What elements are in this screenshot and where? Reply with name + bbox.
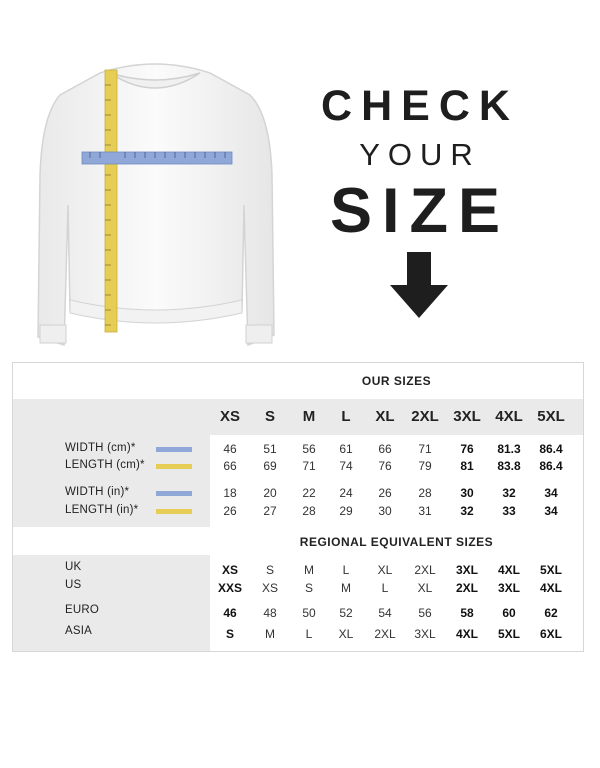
region-value: 4XL (539, 581, 562, 595)
region-value: S (265, 563, 274, 577)
size-header-xs: XS (219, 408, 240, 425)
measure-value: 20 (263, 486, 277, 500)
measure-value: 32 (460, 504, 474, 518)
measure-value: 29 (339, 504, 353, 518)
measure-value: 71 (302, 459, 316, 473)
measure-value: 76 (460, 442, 474, 456)
region-value: 54 (378, 606, 392, 620)
measure-value: 86.4 (539, 442, 563, 456)
sweater-image (30, 55, 280, 360)
region-value: 60 (502, 606, 516, 620)
measure-value: 33 (502, 504, 516, 518)
region-value: XS (221, 563, 238, 577)
measure-value: 76 (378, 459, 392, 473)
size-header-2xl: 2XL (411, 408, 439, 425)
region-value: 3XL (414, 627, 436, 641)
region-value: M (265, 627, 275, 641)
region-value: 52 (339, 606, 353, 620)
measure-value: 30 (378, 504, 392, 518)
region-label: UK (65, 561, 82, 573)
measure-value: 66 (378, 442, 392, 456)
measure-value: 26 (223, 504, 237, 518)
measure-value: 66 (223, 459, 237, 473)
measure-value: 22 (302, 486, 316, 500)
measure-value: 26 (378, 486, 392, 500)
measure-value: 79 (418, 459, 432, 473)
regional-sizes-title: REGIONAL EQUIVALENT SIZES (299, 535, 494, 549)
measure-swatch (156, 447, 192, 452)
size-header-4xl: 4XL (495, 408, 523, 425)
measure-value: 28 (418, 486, 432, 500)
measure-value: 31 (418, 504, 432, 518)
measure-value: 74 (339, 459, 353, 473)
headline-your: YOUR (359, 137, 481, 172)
measure-value: 28 (302, 504, 316, 518)
measure-value: 69 (263, 459, 277, 473)
hero-section (0, 0, 600, 362)
region-value: 56 (418, 606, 432, 620)
region-value: 5XL (539, 563, 562, 577)
measure-value: 83.8 (497, 459, 521, 473)
tape-measure-vertical (105, 70, 117, 332)
our-sizes-title: OUR SIZES (361, 374, 432, 388)
region-value: M (304, 563, 314, 577)
size-chart-table (12, 362, 584, 652)
region-value: 2XL (414, 563, 436, 577)
region-value: 2XL (374, 627, 396, 641)
region-value: XS (261, 581, 278, 595)
measure-swatch (156, 491, 192, 496)
size-header-l: L (341, 408, 351, 425)
region-value: XL (417, 581, 433, 595)
region-value: 48 (263, 606, 277, 620)
region-value: M (341, 581, 351, 595)
measure-swatch (156, 464, 192, 469)
region-value: 4XL (497, 563, 520, 577)
size-header-3xl: 3XL (453, 408, 481, 425)
measure-value: 27 (263, 504, 277, 518)
region-value: L (342, 563, 350, 577)
region-value: 4XL (455, 627, 478, 641)
region-value: L (381, 581, 389, 595)
measure-value: 34 (544, 504, 558, 518)
measure-value: 30 (460, 486, 474, 500)
measure-swatch (156, 509, 192, 514)
size-header-m: M (302, 408, 316, 425)
region-value: 5XL (497, 627, 520, 641)
region-value: S (225, 627, 234, 641)
measure-value: 24 (339, 486, 353, 500)
region-value: 3XL (497, 581, 520, 595)
measure-value: 46 (223, 442, 237, 456)
measure-value: 18 (223, 486, 237, 500)
size-header-5xl: 5XL (537, 408, 565, 425)
measure-label: LENGTH (cm)* (65, 459, 145, 471)
size-header-s: S (264, 408, 275, 425)
tape-measure-horizontal (82, 152, 232, 164)
region-value: 6XL (539, 627, 562, 641)
region-value: 50 (302, 606, 316, 620)
region-value: S (304, 581, 313, 595)
measure-label: LENGTH (in)* (65, 504, 139, 516)
region-value: L (305, 627, 313, 641)
region-label: US (65, 579, 82, 591)
measure-label: WIDTH (in)* (65, 486, 130, 498)
region-label: EURO (65, 604, 100, 616)
region-value: XL (377, 563, 393, 577)
arrow-down-icon (390, 252, 448, 318)
region-value: 2XL (455, 581, 478, 595)
measure-value: 56 (302, 442, 316, 456)
region-value: XL (338, 627, 354, 641)
region-value: 3XL (455, 563, 478, 577)
measure-value: 81.3 (497, 442, 521, 456)
headline-check: CHECK (321, 82, 519, 130)
regional-label-column (13, 555, 210, 651)
region-value: XXS (217, 581, 242, 595)
measure-value: 71 (418, 442, 432, 456)
measure-label: WIDTH (cm)* (65, 442, 136, 454)
region-value: 58 (460, 606, 474, 620)
measure-value: 81 (460, 459, 474, 473)
measure-value: 34 (544, 486, 558, 500)
measure-value: 51 (263, 442, 277, 456)
measure-value: 86.4 (539, 459, 563, 473)
size-header-xl: XL (375, 408, 395, 425)
headline-size: SIZE (329, 176, 511, 246)
region-label: ASIA (65, 625, 93, 637)
measure-value: 32 (502, 486, 516, 500)
measure-value: 61 (339, 442, 353, 456)
region-value: 62 (544, 606, 558, 620)
region-value: 46 (223, 606, 237, 620)
